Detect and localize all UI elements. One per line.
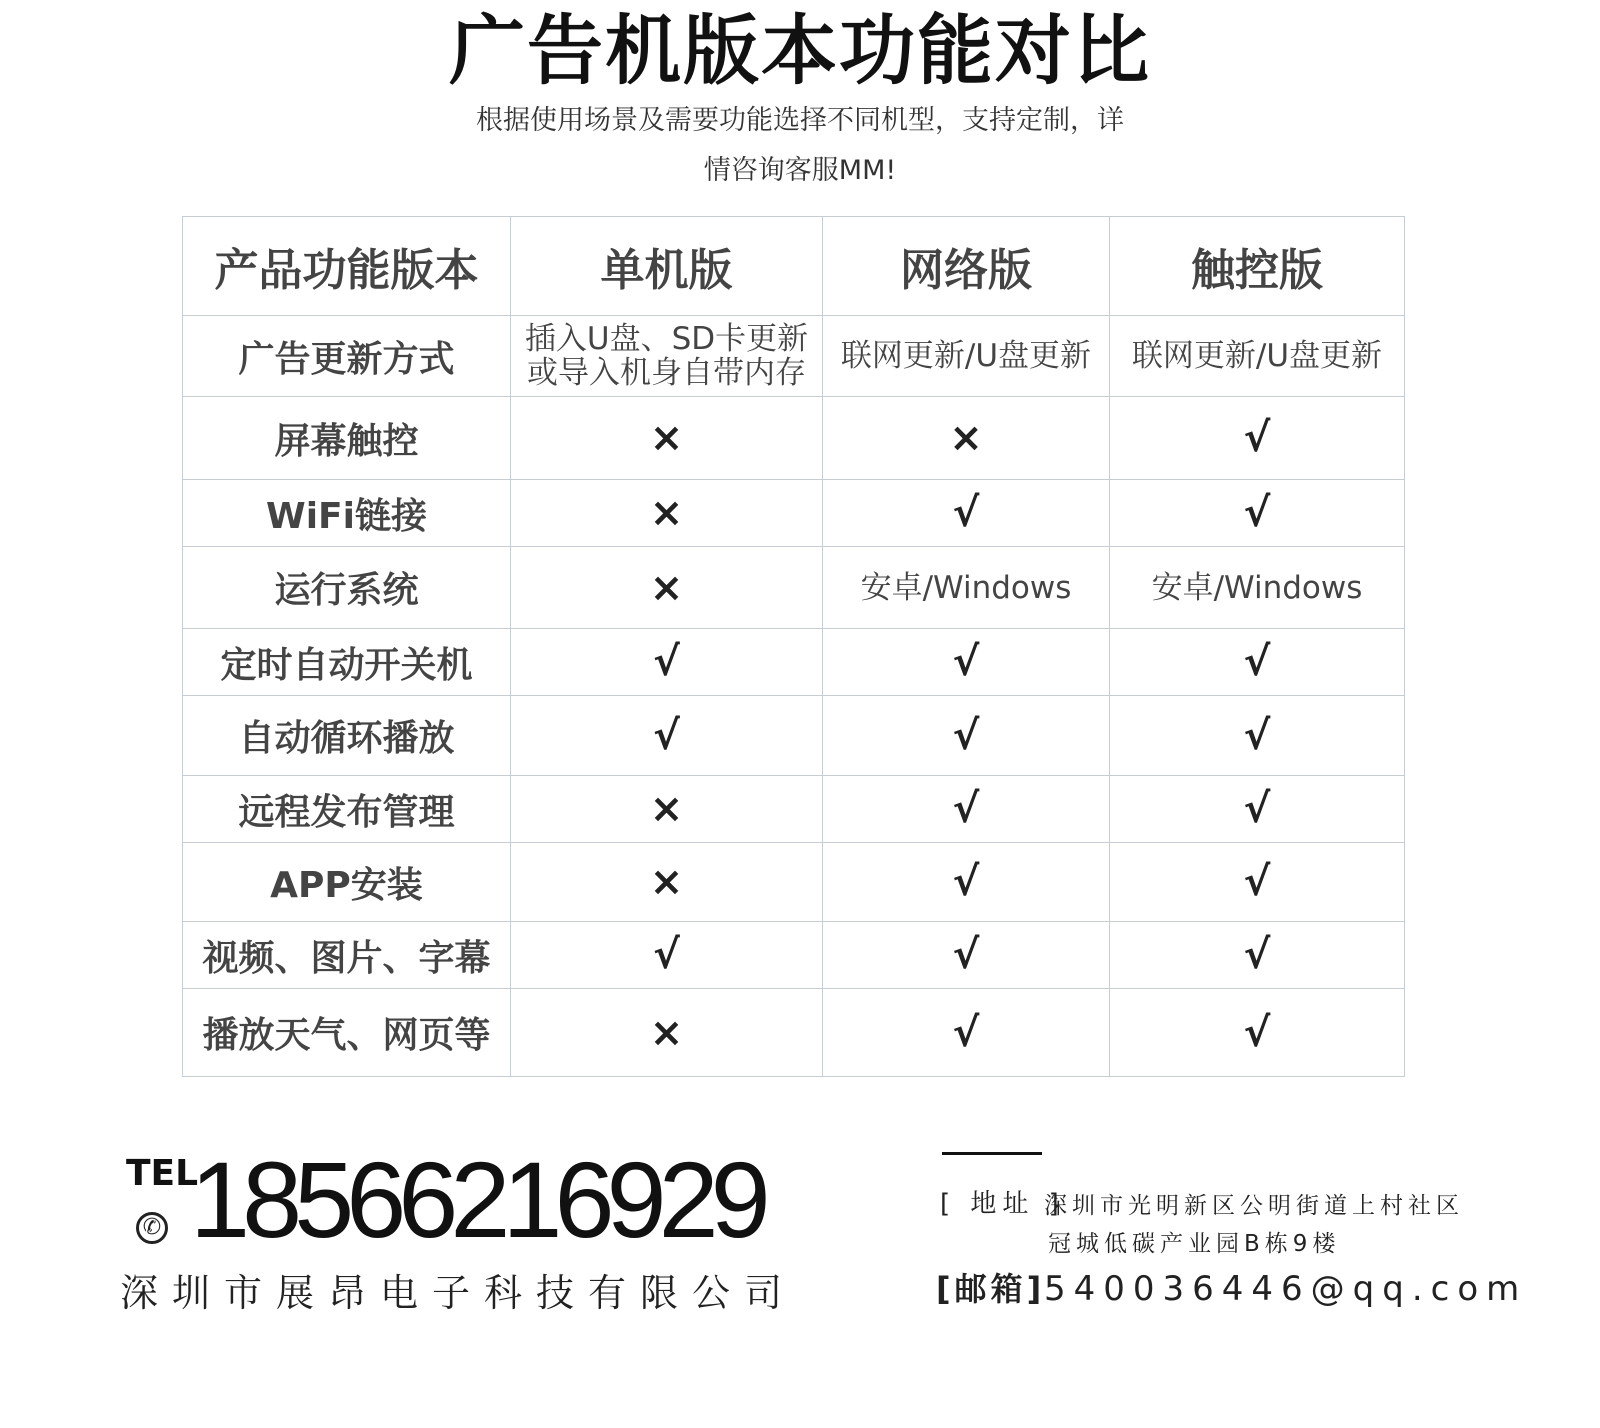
table-row [183, 316, 1405, 397]
header-cell-standalone: 单机版 [511, 217, 823, 316]
check-mark: √ [1110, 843, 1405, 922]
cross-mark: × [511, 480, 823, 547]
cross-mark: × [511, 776, 823, 843]
page-title: 广告机版本功能对比 [449, 6, 1151, 95]
email-address: 540036446@qq.com [1044, 1269, 1528, 1309]
address-line-2: 冠城低碳产业园B栋9楼 [1048, 1231, 1341, 1257]
check-mark: √ [1110, 397, 1405, 480]
check-mark: √ [823, 696, 1110, 776]
feature-label: 播放天气、网页等 [183, 989, 511, 1077]
subtitle-line-2: 情咨询客服MM! [703, 155, 897, 186]
table-cell: 联网更新/U盘更新 [1110, 316, 1405, 397]
table-row [183, 776, 1405, 843]
table-row [183, 547, 1405, 629]
subtitle-line-1: 根据使用场景及需要功能选择不同机型，支持定制，详 [476, 105, 1124, 136]
table-row [183, 480, 1405, 547]
check-mark: √ [823, 776, 1110, 843]
check-mark: √ [1110, 629, 1405, 696]
cross-mark: × [511, 843, 823, 922]
feature-label: 自动循环播放 [183, 696, 511, 776]
check-mark: √ [1110, 696, 1405, 776]
cross-mark: × [511, 397, 823, 480]
feature-label: APP安装 [183, 843, 511, 922]
feature-label: 远程发布管理 [183, 776, 511, 843]
feature-label: 广告更新方式 [183, 316, 511, 397]
check-mark: √ [511, 696, 823, 776]
company-name: 深圳市展昂电子科技有限公司 [120, 1271, 797, 1315]
table-cell: 联网更新/U盘更新 [823, 316, 1110, 397]
table-row [183, 989, 1405, 1077]
address-label: [ 地址 ] [940, 1189, 1065, 1219]
check-mark: √ [823, 629, 1110, 696]
address-line-1: 深圳市光明新区公明街道上村社区 [1044, 1193, 1464, 1219]
feature-label: 定时自动开关机 [183, 629, 511, 696]
check-mark: √ [1110, 922, 1405, 989]
tel-label: TEL [126, 1153, 199, 1194]
header-cell-network: 网络版 [823, 217, 1110, 316]
feature-label: 运行系统 [183, 547, 511, 629]
tel-number: 18566216929 [190, 1139, 763, 1260]
table-row [183, 397, 1405, 480]
check-mark: √ [823, 989, 1110, 1077]
comparison-table [182, 216, 1405, 1077]
table-row [183, 696, 1405, 776]
check-mark: √ [1110, 989, 1405, 1077]
check-mark: √ [823, 480, 1110, 547]
table-header-row [183, 217, 1405, 316]
table-row [183, 629, 1405, 696]
feature-label: WiFi链接 [183, 480, 511, 547]
cross-mark: × [511, 989, 823, 1077]
table-row [183, 843, 1405, 922]
divider [942, 1152, 1042, 1155]
feature-label: 屏幕触控 [183, 397, 511, 480]
email-label: [邮箱] [936, 1270, 1046, 1308]
check-mark: √ [823, 922, 1110, 989]
table-cell: 安卓/Windows [1110, 547, 1405, 629]
check-mark: √ [1110, 776, 1405, 843]
header-cell-feature: 产品功能版本 [183, 217, 511, 316]
table-cell: 插入U盘、SD卡更新或导入机身自带内存 [511, 316, 823, 397]
phone-icon: ✆ [136, 1212, 168, 1244]
check-mark: √ [823, 843, 1110, 922]
header-cell-touch: 触控版 [1110, 217, 1405, 316]
table-row [183, 922, 1405, 989]
check-mark: √ [1110, 480, 1405, 547]
table-cell: 安卓/Windows [823, 547, 1110, 629]
check-mark: √ [511, 629, 823, 696]
cross-mark: × [511, 547, 823, 629]
check-mark: √ [511, 922, 823, 989]
feature-label: 视频、图片、字幕 [183, 922, 511, 989]
cross-mark: × [823, 397, 1110, 480]
subtitle [430, 96, 1170, 196]
